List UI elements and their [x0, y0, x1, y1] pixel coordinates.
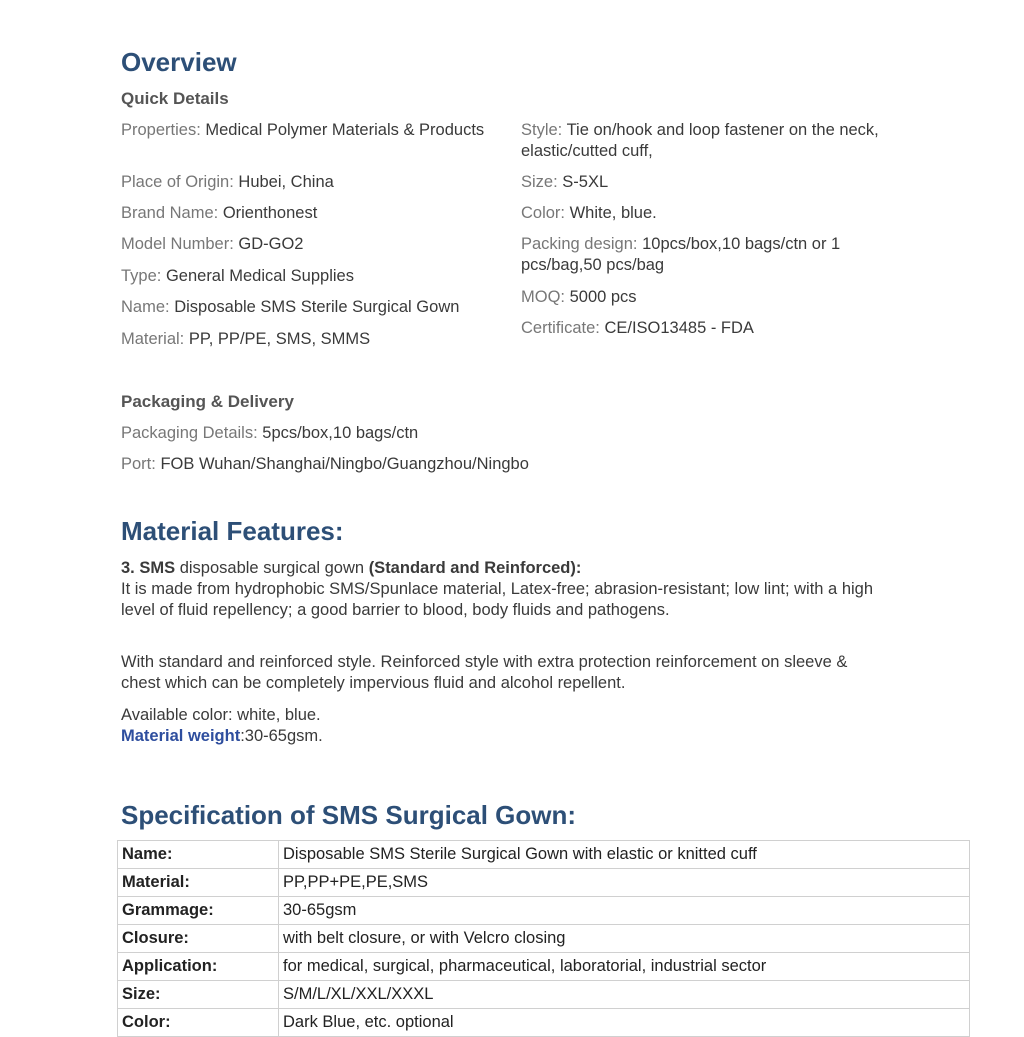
detail-certificate — [521, 318, 891, 339]
detail-label: Material: — [121, 330, 185, 348]
table-row — [118, 925, 970, 953]
spec-value: for medical, surgical, pharmaceutical, laboratorial, industrial sector — [279, 953, 970, 981]
spec-key: Closure: — [118, 925, 279, 953]
detail-value: Hubei, China — [238, 173, 334, 191]
spec-key: Grammage: — [118, 897, 279, 925]
detail-value: Tie on/hook and loop fastener on the neck, elastic/cutted cuff, — [521, 121, 879, 160]
detail-label: Certificate: — [521, 319, 600, 337]
detail-moq — [521, 287, 891, 308]
packaging-heading: Packaging & Delivery — [121, 392, 294, 411]
detail-value: CE/ISO13485 - FDA — [604, 319, 754, 337]
spec-key: Application: — [118, 953, 279, 981]
table-row — [118, 841, 970, 869]
cropped-title-shape — [200, 0, 840, 10]
specification-heading: Specification of SMS Surgical Gown: — [121, 800, 577, 830]
detail-value: PP, PP/PE, SMS, SMMS — [188, 330, 371, 348]
material-weight — [121, 726, 881, 747]
table-row — [118, 953, 970, 981]
detail-brand-name — [121, 203, 506, 224]
material-weight-label: Material weight — [121, 727, 241, 745]
detail-color — [521, 203, 891, 224]
detail-type — [121, 266, 506, 287]
table-row — [118, 1009, 970, 1037]
available-color: Available color: white, blue. — [121, 706, 321, 724]
table-row — [118, 981, 970, 1009]
detail-label: Brand Name: — [121, 204, 219, 222]
packaging-details — [121, 423, 418, 444]
detail-properties — [121, 120, 506, 141]
spec-value: with belt closure, or with Velcro closing — [279, 925, 970, 953]
detail-label: Name: — [121, 298, 170, 316]
detail-label: Port: — [121, 455, 156, 473]
specification-table — [117, 840, 970, 1037]
detail-value: GD-GO2 — [238, 235, 304, 253]
detail-model-number — [121, 234, 506, 255]
detail-value: 10pcs/box,10 bags/ctn or 1 pcs/bag,50 pcs/bag — [521, 235, 841, 274]
spec-key: Color: — [118, 1009, 279, 1037]
detail-label: Color: — [521, 204, 566, 222]
spec-key: Size: — [118, 981, 279, 1009]
detail-packing-design — [521, 234, 891, 276]
detail-place-of-origin — [121, 172, 506, 193]
detail-name — [121, 297, 506, 318]
features-paragraph-2: With standard and reinforced style. Reinforced style with extra protection reinforcement on sleeve & chest which can be completely impervious fluid and alcohol repellent. — [121, 653, 848, 692]
material-weight-value: :30-65gsm. — [240, 727, 323, 745]
intro-sms: SMS — [139, 559, 176, 577]
detail-value: 5000 pcs — [569, 288, 637, 306]
detail-material — [121, 329, 506, 350]
detail-label: Size: — [521, 173, 558, 191]
detail-label: Properties: — [121, 121, 201, 139]
table-row — [118, 869, 970, 897]
detail-label: Place of Origin: — [121, 173, 234, 191]
material-features-heading: Material Features: — [121, 516, 344, 546]
features-intro — [121, 558, 881, 579]
intro-standard-reinforced: (Standard and Reinforced): — [368, 559, 582, 577]
spec-key: Name: — [118, 841, 279, 869]
detail-label: MOQ: — [521, 288, 565, 306]
detail-value: 5pcs/box,10 bags/ctn — [262, 424, 419, 442]
packaging-port — [121, 454, 529, 475]
table-row — [118, 897, 970, 925]
spec-key: Material: — [118, 869, 279, 897]
cropped-title-remnant — [200, 0, 840, 10]
detail-value: General Medical Supplies — [165, 267, 354, 285]
spec-value: Disposable SMS Sterile Surgical Gown with elastic or knitted cuff — [279, 841, 970, 869]
spec-value: 30-65gsm — [279, 897, 970, 925]
detail-label: Style: — [521, 121, 563, 139]
detail-label: Model Number: — [121, 235, 234, 253]
detail-label: Type: — [121, 267, 162, 285]
detail-value: White, blue. — [569, 204, 657, 222]
detail-value: S-5XL — [562, 173, 609, 191]
overview-heading: Overview — [121, 47, 237, 77]
spec-value: PP,PP+PE,PE,SMS — [279, 869, 970, 897]
detail-value: Disposable SMS Sterile Surgical Gown — [174, 298, 460, 316]
detail-value: Orienthonest — [222, 204, 318, 222]
intro-text: disposable surgical gown — [179, 559, 365, 577]
intro-number: 3. — [121, 559, 135, 577]
detail-style — [521, 120, 891, 162]
spec-value: S/M/L/XL/XXL/XXXL — [279, 981, 970, 1009]
features-paragraph-1: It is made from hydrophobic SMS/Spunlace material, Latex-free; abrasion-resistant; low lint; with a high level of fluid repellency; a good barrier to blood, body fluids and pathogens. — [121, 580, 874, 619]
spec-value: Dark Blue, etc. optional — [279, 1009, 970, 1037]
detail-value: Medical Polymer Materials & Products — [205, 121, 485, 139]
detail-size — [521, 172, 891, 193]
quick-details-heading: Quick Details — [121, 89, 229, 108]
detail-label: Packing design: — [521, 235, 638, 253]
detail-value: FOB Wuhan/Shanghai/Ningbo/Guangzhou/Ningbo — [160, 455, 529, 473]
detail-label: Packaging Details: — [121, 424, 258, 442]
